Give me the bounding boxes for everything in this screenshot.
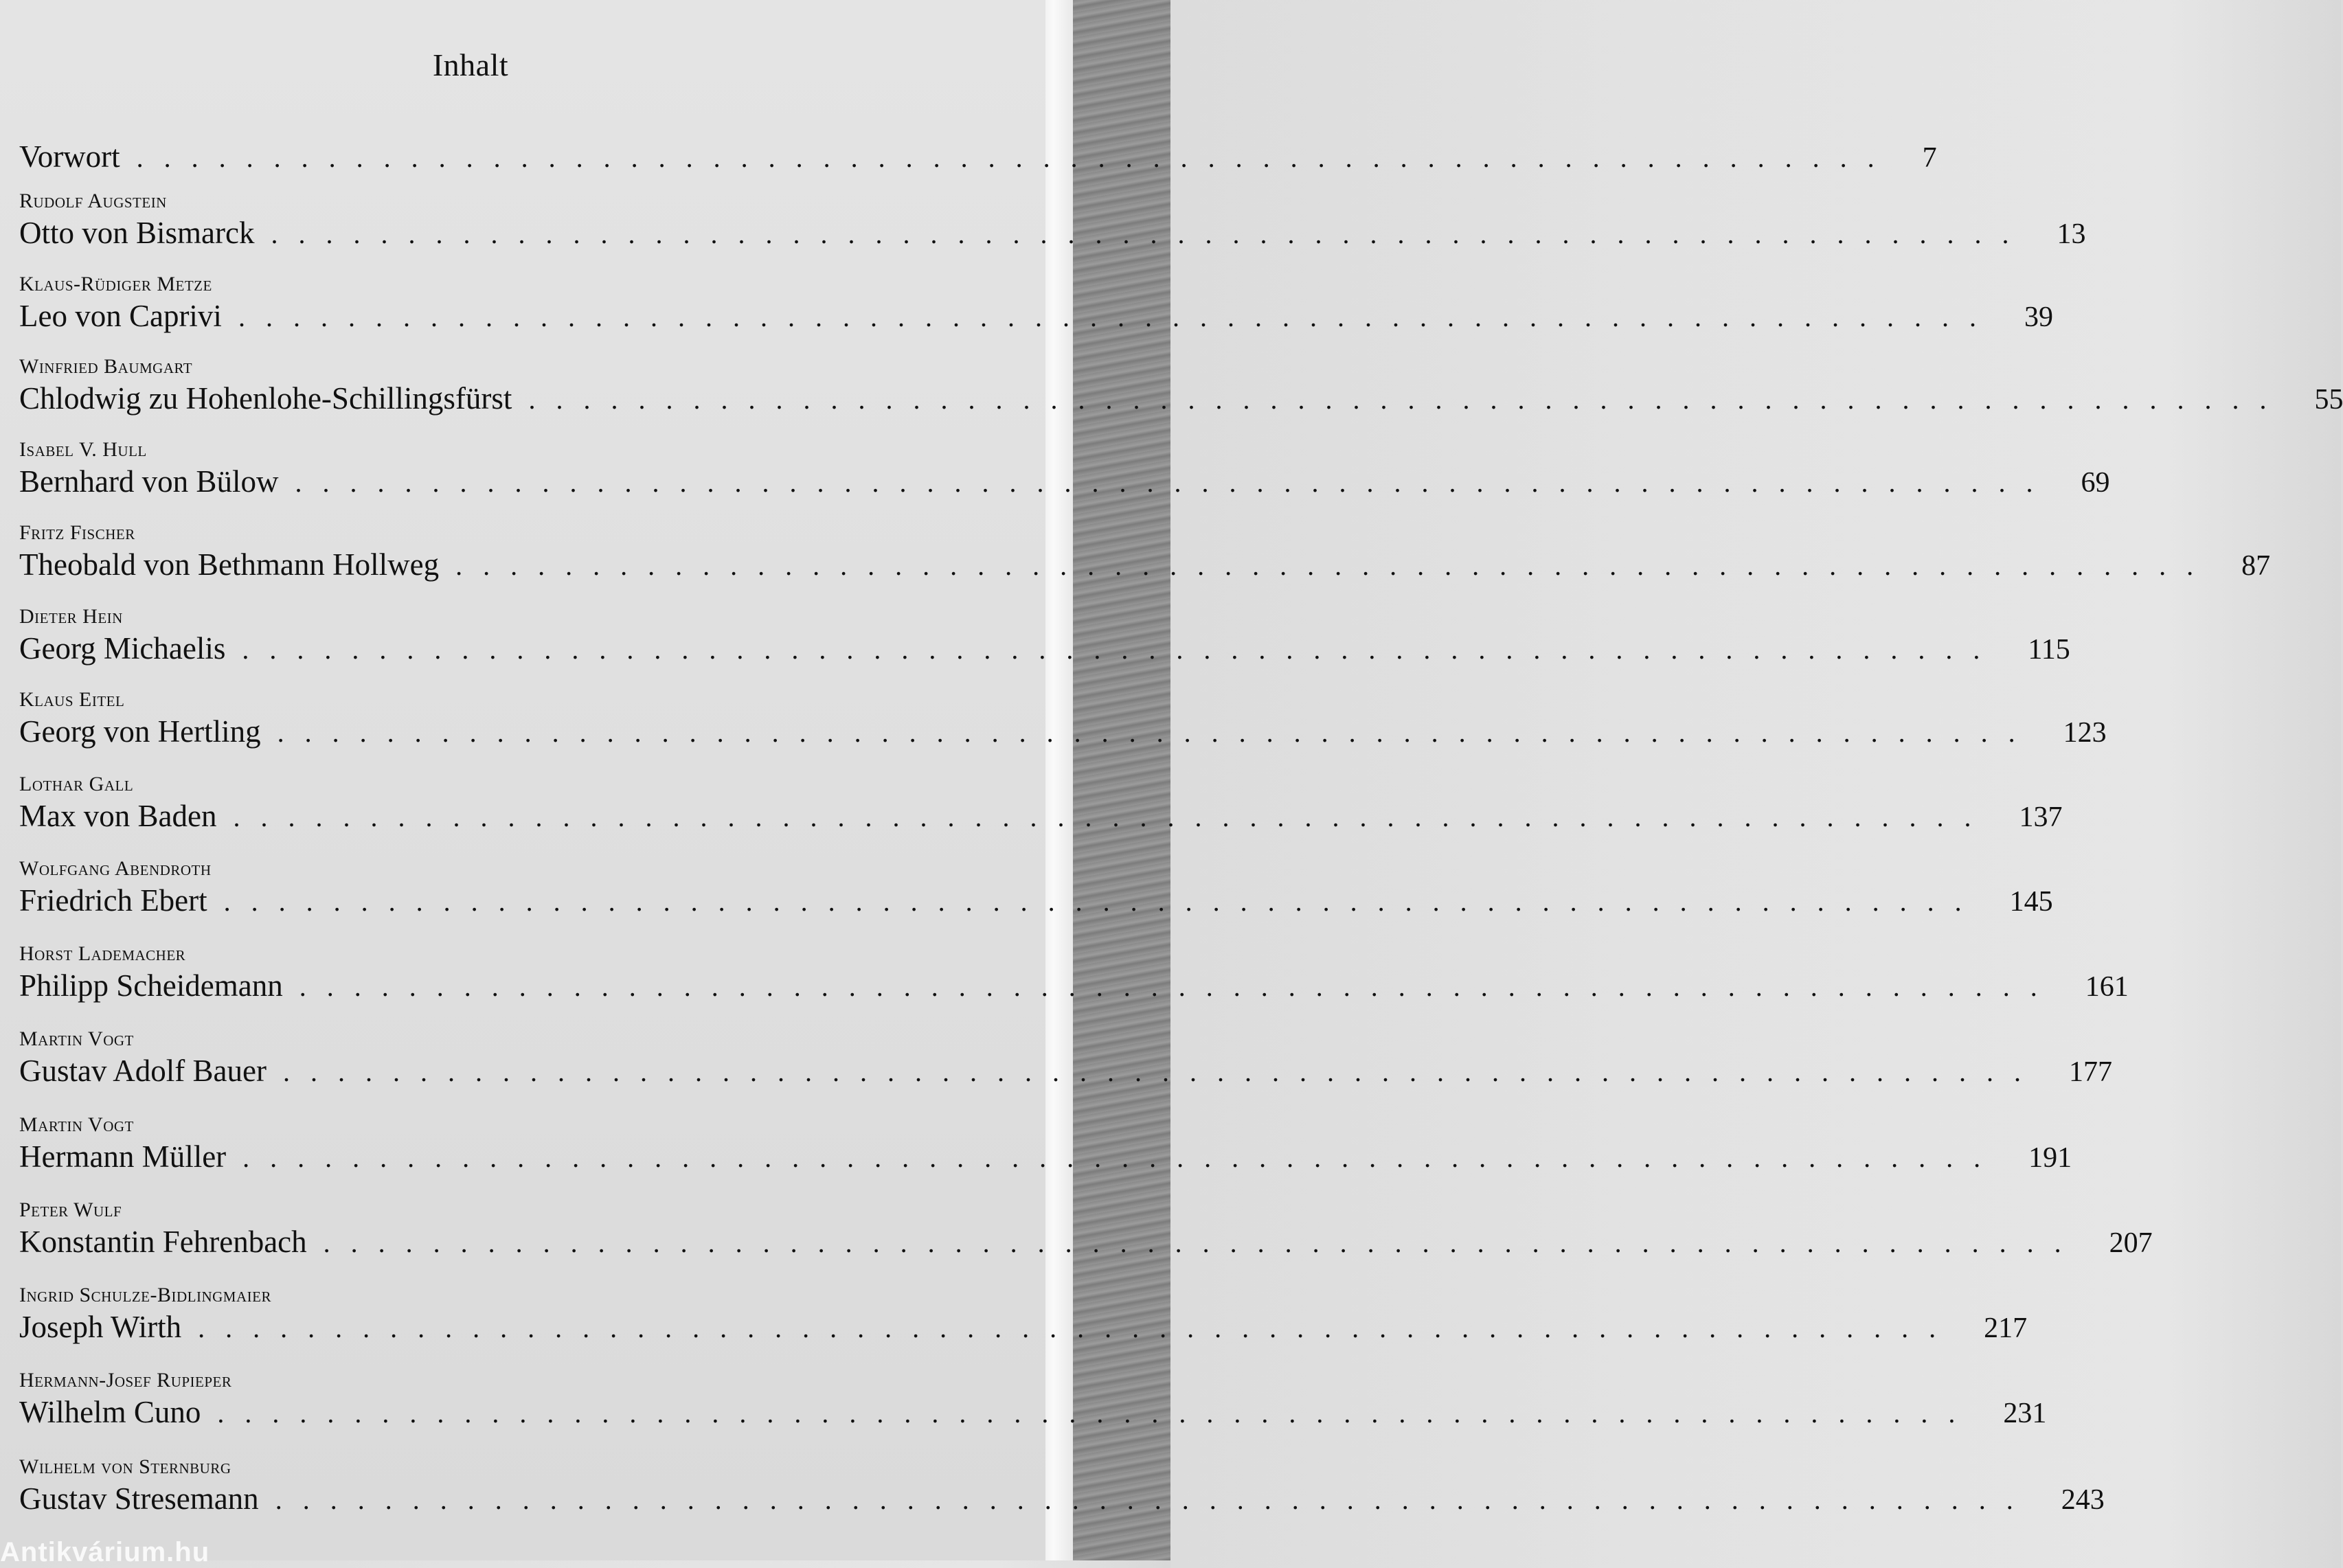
entry-page-number: 177 [2068,1056,2112,1088]
entry-author: Klaus Eitel [19,688,125,711]
entry-page-number: 123 [2063,717,2107,749]
entry-page-number: 115 [2028,634,2070,666]
entry-page-number: 69 [2081,467,2110,499]
entry-page-number: 137 [2019,802,2063,833]
leader-dots: . . . . . . . . . . . . . . . . . . . . . . . . . . . . . . . . . . . . . . . . . . . . . . . . . . . . . . . . . . . . . . . . [455,550,2201,581]
leader-dots: . . . . . . . . . . . . . . . . . . . . . . . . . . . . . . . . . . . . . . . . . . . . . . . . . . . . . . . . . . . . . . . . [295,467,2040,498]
entry-page-number: 231 [2003,1398,2047,1429]
entry-page-number: 145 [2009,886,2053,918]
toc-entry [19,137,1937,176]
entry-author: Martin Vogt [19,1027,134,1050]
entry-title: Friedrich Ebert [19,883,207,918]
toc-entry [19,354,2343,418]
entry-author: Peter Wulf [19,1198,122,1221]
entry-author: Ingrid Schulze-Bidlingmaier [19,1284,271,1306]
entry-author: Isabel V. Hull [19,438,147,461]
leader-dots: . . . . . . . . . . . . . . . . . . . . . . . . . . . . . . . . . . . . . . . . . . . . . . . . . . . . . . . . . . . . . . . . [299,971,2044,1002]
entry-title: Georg von Hertling [19,714,261,749]
toc-entry [19,189,2086,252]
toc-entry [19,942,2129,1005]
entry-title: Theobald von Bethmann Hollweg [19,547,440,582]
entry-title: Leo von Caprivi [19,299,222,333]
entry-page-number: 87 [2241,550,2271,582]
entry-author: Horst Lademacher [19,942,186,965]
leader-dots: . . . . . . . . . . . . . . . . . . . . . . . . . . . . . . . . . . . . . . . . . . . . . . . . . . . . . . . . . . . . . . . . [275,1484,2020,1515]
toc-entry [19,1455,2105,1518]
entry-title: Philipp Scheidemann [19,968,283,1003]
leader-dots: . . . . . . . . . . . . . . . . . . . . . . . . . . . . . . . . . . . . . . . . . . . . . . . . . . . . . . . . . . . . . . . . [323,1227,2068,1258]
entry-page-number: 13 [2057,218,2086,250]
toc-entry [19,604,2070,668]
entry-page-number: 39 [2024,302,2053,333]
entry-title: Konstantin Fehrenbach [19,1225,307,1259]
toc-entry [19,521,2271,584]
toc-entry [19,1283,2028,1346]
toc-entry [19,1198,2153,1261]
toc-entry [19,856,2053,920]
entry-page-number: 217 [1984,1313,2028,1344]
leader-dots: . . . . . . . . . . . . . . . . . . . . . . . . . . . . . . . . . . . . . . . . . . . . . . . . . . . . . . . . . . . . . . . . [238,302,1983,332]
leader-dots: . . . . . . . . . . . . . . . . . . . . . . . . . . . . . . . . . . . . . . . . . . . . . . . . . . . . . . . . . . . . . . . . [233,802,1978,832]
entry-author: Lothar Gall [19,773,134,795]
entry-title: Gustav Stresemann [19,1481,259,1516]
entry-title: Gustav Adolf Bauer [19,1054,267,1088]
entry-title: Otto von Bismarck [19,216,255,250]
leader-dots: . . . . . . . . . . . . . . . . . . . . . . . . . . . . . . . . . . . . . . . . . . . . . . . . . . . . . . . . . . . . . . . . [136,142,1881,173]
entry-page-number: 55 [2314,384,2343,416]
entry-title: Chlodwig zu Hohenlohe-Schillingsfürst [19,381,512,416]
leader-dots: . . . . . . . . . . . . . . . . . . . . . . . . . . . . . . . . . . . . . . . . . . . . . . . . . . . . . . . . . . . . . . . . [217,1398,1962,1429]
entry-title: Vorwort [19,139,120,174]
entry-author: Martin Vogt [19,1113,134,1136]
toc-entry [19,1368,2047,1431]
toc-title: Inhalt [432,47,509,82]
toc-entry [19,1113,2072,1176]
entry-page-number: 207 [2109,1227,2153,1259]
watermark: Antikvárium.hu [0,1537,210,1567]
entry-page-number: 243 [2061,1484,2105,1516]
leader-dots: . . . . . . . . . . . . . . . . . . . . . . . . . . . . . . . . . . . . . . . . . . . . . . . . . . . . . . . . . . . . . . . . [282,1056,2028,1087]
toc-entry [19,1027,2112,1090]
toc-entry [19,438,2110,501]
toc-entry [19,772,2063,835]
leader-dots: . . . . . . . . . . . . . . . . . . . . . . . . . . . . . . . . . . . . . . . . . . . . . . . . . . . . . . . . . . . . . . . . [242,634,1987,665]
leader-dots: . . . . . . . . . . . . . . . . . . . . . . . . . . . . . . . . . . . . . . . . . . . . . . . . . . . . . . . . . . . . . . . . [277,717,2022,748]
entry-title: Joseph Wirth [19,1310,182,1344]
leader-dots: . . . . . . . . . . . . . . . . . . . . . . . . . . . . . . . . . . . . . . . . . . . . . . . . . . . . . . . . . . . . . . . . [528,384,2274,415]
entry-author: Klaus-Rüdiger Metze [19,273,212,295]
entry-author: Dieter Hein [19,605,123,628]
toc-entry [19,272,2053,335]
leader-dots: . . . . . . . . . . . . . . . . . . . . . . . . . . . . . . . . . . . . . . . . . . . . . . . . . . . . . . . . . . . . . . . . [223,886,1969,917]
entry-author: Hermann-Josef Rupieper [19,1369,232,1391]
entry-title: Georg Michaelis [19,631,226,666]
entry-title: Max von Baden [19,799,217,833]
entry-title: Bernhard von Bülow [19,464,279,499]
entry-author: Wilhelm von Sternburg [19,1455,231,1478]
entry-author: Winfried Baumgart [19,355,193,378]
entry-page-number: 7 [1922,142,1937,174]
entry-page-number: 161 [2085,971,2129,1003]
entry-page-number: 191 [2028,1142,2072,1174]
entry-author: Wolfgang Abendroth [19,857,212,880]
leader-dots: . . . . . . . . . . . . . . . . . . . . . . . . . . . . . . . . . . . . . . . . . . . . . . . . . . . . . . . . . . . . . . . . [198,1313,1943,1343]
toc-entry [19,688,2107,751]
entry-title: Wilhelm Cuno [19,1395,201,1429]
leader-dots: . . . . . . . . . . . . . . . . . . . . . . . . . . . . . . . . . . . . . . . . . . . . . . . . . . . . . . . . . . . . . . . . [242,1142,1988,1173]
entry-author: Fritz Fischer [19,521,135,544]
entry-title: Hermann Müller [19,1139,227,1174]
entry-author: Rudolf Augstein [19,190,167,212]
leader-dots: . . . . . . . . . . . . . . . . . . . . . . . . . . . . . . . . . . . . . . . . . . . . . . . . . . . . . . . . . . . . . . . . [271,218,2016,249]
